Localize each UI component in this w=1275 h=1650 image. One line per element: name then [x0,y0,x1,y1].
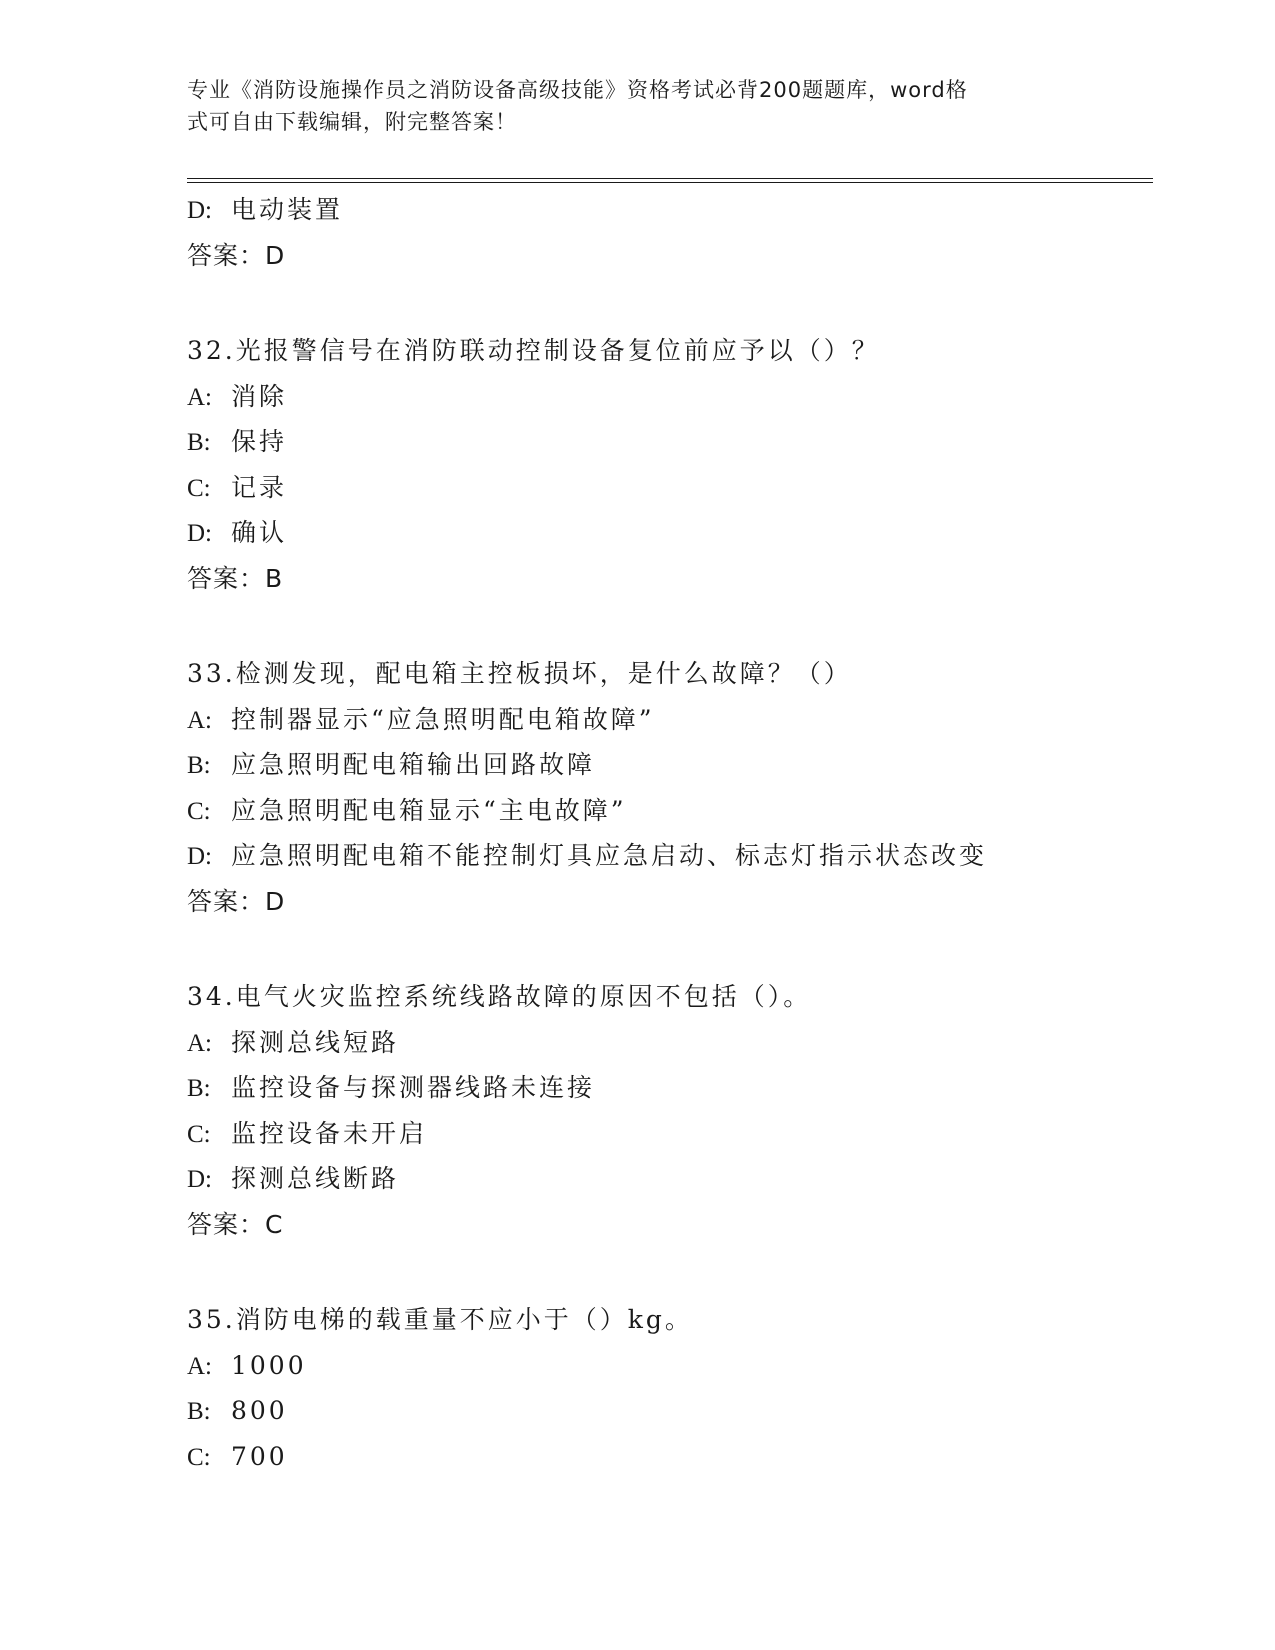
answer-line: 答案：B [187,563,284,593]
option-b [187,742,1167,788]
question-stem: 34.电气火灾监控系统线路故障的原因不包括（）。 [187,982,812,1011]
option-label: B: [187,429,211,456]
option-text: 应急照明配电箱不能控制灯具应急启动、标志灯指示状态改变 [231,841,988,870]
option-d [187,510,1167,556]
option-label: C: [187,1120,211,1148]
answer-line: 答案：D [187,886,286,916]
option-label: C: [187,797,211,825]
option-text: 1000 [231,1350,307,1380]
option-c [187,788,1167,834]
option-text: 控制器显示“应急照明配电箱故障” [231,704,655,734]
option-label: D: [187,197,212,224]
header-line-2: 式可自由下载编辑，附完整答案！ [187,110,517,134]
option-label: B: [187,1398,211,1425]
option-label: A: [187,1029,212,1057]
option-c [187,1111,1167,1157]
option-d [187,187,1167,233]
option-text: 应急照明配电箱输出回路故障 [231,750,596,779]
option-b [187,419,1167,465]
answer-line: 答案：D [187,240,286,270]
spacer [187,601,1167,651]
option-text: 确认 [231,518,288,547]
option-c [187,465,1167,511]
spacer [187,278,1167,328]
option-text: 监控设备与探测器线路未连接 [231,1073,596,1102]
spacer [187,924,1167,974]
option-text: 记录 [231,472,288,502]
option-d [187,833,1167,879]
option-a [187,1343,1167,1389]
header-rule-top [187,178,1153,179]
option-label: B: [187,752,211,779]
option-label: C: [187,474,211,502]
option-label: B: [187,1075,211,1102]
option-text: 保持 [231,427,288,456]
option-a [187,374,1167,420]
option-b [187,1065,1167,1111]
option-a [187,1020,1167,1066]
header-rule-bottom [187,182,1153,183]
option-label: A: [187,383,212,411]
option-label: D: [187,520,212,547]
answer-line: 答案：C [187,1209,284,1239]
header-line-1: 专业《消防设施操作员之消防设备高级技能》资格考试必背200题题库，word格 [187,78,968,102]
option-text: 700 [231,1441,288,1471]
option-d [187,1156,1167,1202]
option-text: 消除 [231,381,288,411]
option-text: 应急照明配电箱显示“主电故障” [231,795,627,825]
document-header [187,74,1087,138]
option-text: 电动装置 [231,195,344,224]
option-a [187,697,1167,743]
question-stem: 33.检测发现，配电箱主控板损坏，是什么故障？（） [187,659,852,688]
option-text: 800 [231,1396,288,1425]
question-stem: 35.消防电梯的载重量不应小于（）kg。 [187,1305,693,1334]
option-text: 监控设备未开启 [231,1118,428,1148]
option-label: A: [187,1352,212,1380]
document-body [187,187,1167,1479]
option-c [187,1434,1167,1480]
option-label: A: [187,706,212,734]
option-text: 探测总线短路 [231,1027,400,1057]
spacer [187,1247,1167,1297]
option-b [187,1388,1167,1434]
option-label: D: [187,1166,212,1193]
option-text: 探测总线断路 [231,1164,400,1193]
option-label: D: [187,843,212,870]
option-label: C: [187,1443,211,1471]
question-stem: 32.光报警信号在消防联动控制设备复位前应予以（）？ [187,336,880,365]
